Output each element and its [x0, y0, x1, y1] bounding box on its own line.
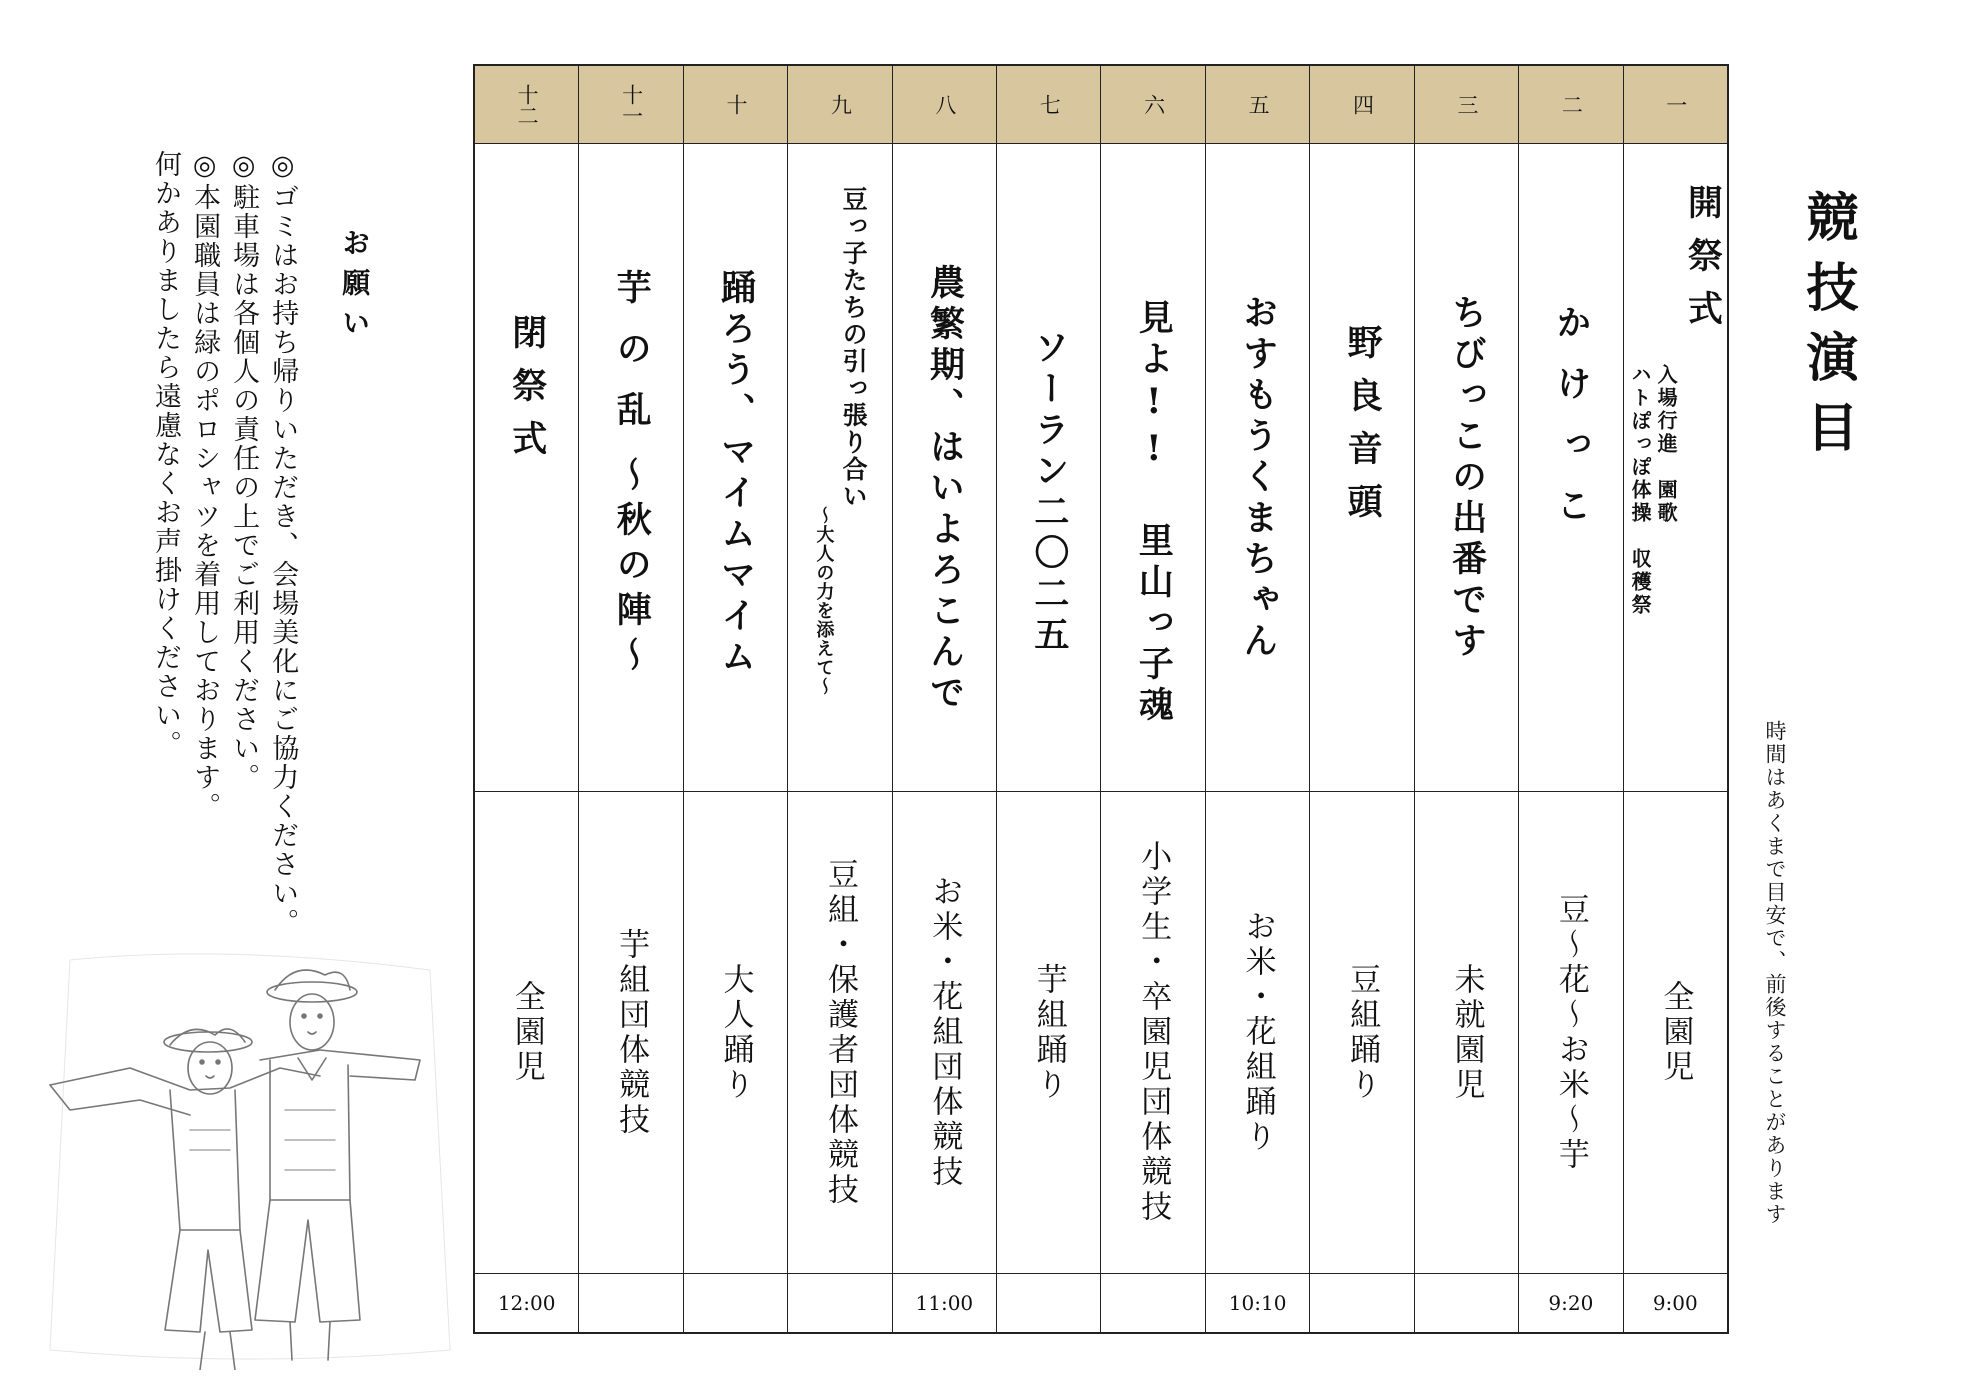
program-title: ちびっこの出番です	[1446, 294, 1488, 663]
program-performers: 芋組団体競技	[613, 927, 650, 1138]
program-performers: お米・花組踊り	[1239, 910, 1276, 1155]
program-time: 9:00	[1652, 1291, 1698, 1315]
program-time	[788, 1274, 891, 1332]
program-column-11	[578, 66, 682, 1332]
program-number: 三	[1454, 94, 1479, 115]
program-column-4	[1309, 66, 1413, 1332]
program-subtitle: 〜秋の陣〜	[611, 456, 653, 681]
program-time	[1415, 1274, 1518, 1332]
program-time	[684, 1274, 787, 1332]
program-time	[997, 1274, 1100, 1332]
time-note: 時間はあくまで目安で、前後することがあります	[1763, 720, 1787, 1226]
program-column-7	[996, 66, 1100, 1332]
program-column-9	[787, 66, 891, 1332]
program-time: 12:00	[497, 1291, 556, 1315]
program-number: 五	[1246, 94, 1271, 115]
program-title: 野良音頭	[1342, 324, 1384, 536]
program-performers: 豆組踊り	[1344, 962, 1381, 1103]
request-line: 何かありましたら遠慮なくお声掛けください。	[150, 150, 182, 759]
program-time	[1310, 1274, 1413, 1332]
program-column-5	[1205, 66, 1309, 1332]
program-title: かけっこ	[1550, 304, 1592, 548]
program-time: 9:20	[1548, 1291, 1594, 1315]
program-number: 二	[1559, 94, 1584, 115]
page-title: 競技演目	[1797, 190, 1858, 470]
program-performers: 豆〜花〜お米〜芋	[1552, 892, 1589, 1173]
program-title: 開祭式	[1682, 184, 1724, 343]
program-title: 豆っ子たちの引っ張り合い	[839, 186, 869, 510]
program-time	[579, 1274, 682, 1332]
program-column-8	[892, 66, 996, 1332]
program-performers: 全園児	[1657, 980, 1694, 1085]
program-performers: 豆組・保護者団体競技	[821, 857, 858, 1208]
program-performers: お米・花組団体競技	[926, 875, 963, 1190]
program-subtitle: ハトぽっぽ体操 収穫祭	[1628, 364, 1653, 617]
program-column-10	[683, 66, 787, 1332]
program-performers: 未就園児	[1448, 962, 1485, 1103]
program-column-1	[1623, 66, 1727, 1332]
program-number: 十一	[619, 83, 644, 126]
program-title: 見よ!! 里山っ子魂	[1133, 299, 1175, 727]
request-line: ◎ゴミはお持ち帰りいただき、会場美化にご協力ください。	[267, 150, 299, 937]
program-column-12	[475, 66, 578, 1332]
program-title: 芋の乱	[611, 269, 653, 452]
request-line: ◎駐車場は各個人の責任の上でご利用ください。	[228, 150, 260, 792]
program-number: 八	[932, 94, 957, 115]
program-number: 七	[1037, 94, 1062, 115]
program-number: 四	[1350, 94, 1375, 115]
program-title: おすもうくまちゃん	[1237, 294, 1279, 663]
program-column-2	[1518, 66, 1622, 1332]
program-title: 踊ろう、マイムマイム	[715, 269, 757, 679]
program-number: 一	[1663, 94, 1688, 115]
program-time: 10:10	[1228, 1291, 1287, 1315]
program-performers: 小学生・卒園児団体競技	[1135, 840, 1172, 1225]
program-performers: 全園児	[508, 980, 545, 1085]
request-line: ◎本園職員は緑のポロシャツを着用しております。	[189, 150, 221, 821]
program-number: 九	[828, 94, 853, 115]
requests-section	[150, 150, 374, 1030]
program-title: 閉祭式	[506, 314, 548, 473]
program-number: 六	[1141, 94, 1166, 115]
requests-heading: お願い	[338, 228, 372, 348]
program-time: 11:00	[915, 1291, 974, 1315]
program-title: 農繁期、はいよろこんで	[924, 264, 966, 715]
program-number: 十二	[515, 83, 540, 126]
program-performers: 大人踊り	[717, 962, 754, 1103]
program-column-6	[1100, 66, 1204, 1332]
program-time	[1101, 1274, 1204, 1332]
program-subtitle: 〜大人の力を添えて〜	[813, 506, 835, 696]
program-table	[473, 64, 1729, 1334]
program-subtitle: 入場行進 園歌	[1654, 364, 1679, 525]
scarecrow-illustration	[30, 950, 460, 1370]
program-number: 十	[723, 94, 748, 115]
program-performers: 芋組踊り	[1030, 962, 1067, 1103]
program-title: ソーラン二〇二五	[1028, 329, 1070, 657]
program-column-3	[1414, 66, 1518, 1332]
